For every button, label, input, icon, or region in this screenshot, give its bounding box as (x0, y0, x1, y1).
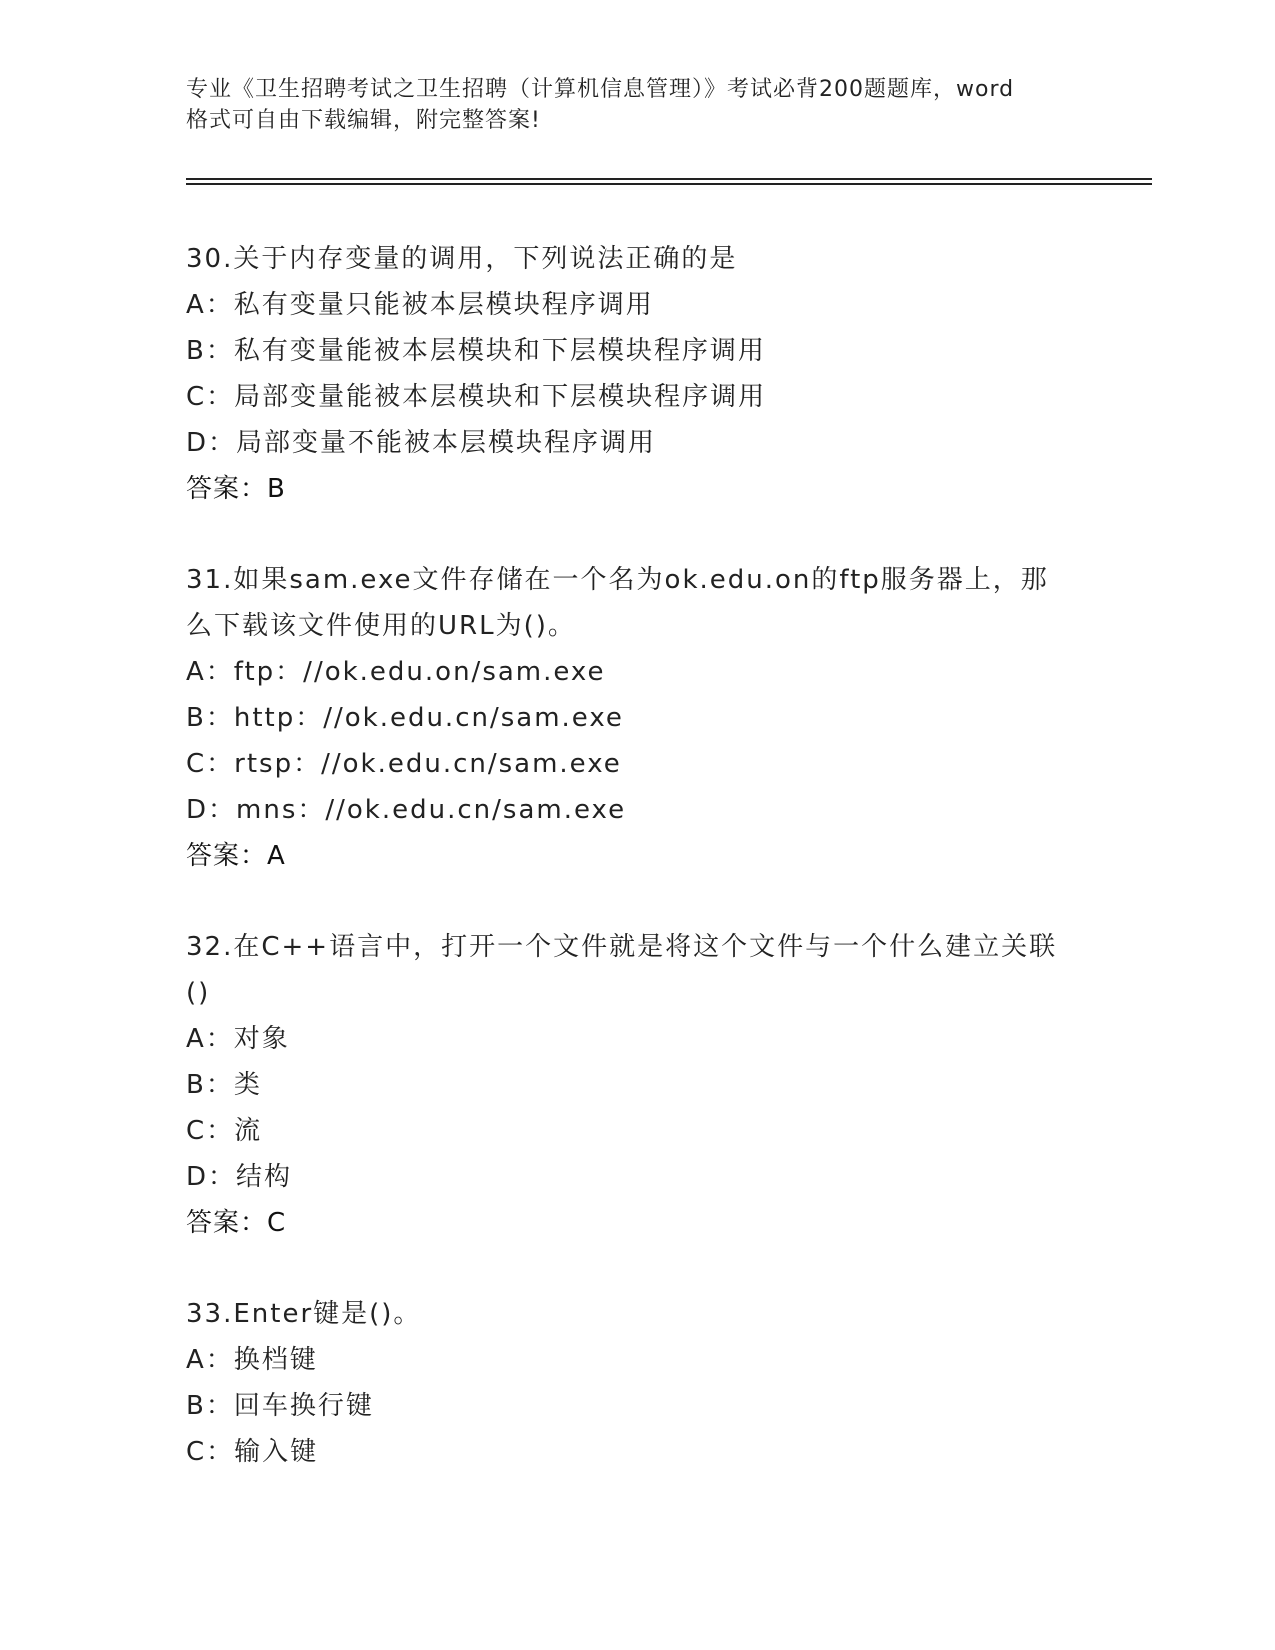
question-block (186, 1291, 1076, 1475)
answer-option: C：输入键 (186, 1437, 319, 1467)
correct-answer: 答案：C (186, 1208, 287, 1238)
answer-option: D：mns：//ok.edu.cn/sam.exe (186, 795, 627, 825)
answer-option: B：私有变量能被本层模块和下层模块程序调用 (186, 336, 766, 366)
question-stem: 么下载该文件使用的URL为()。 (186, 611, 576, 641)
answer-option: C：流 (186, 1116, 263, 1146)
correct-answer: 答案：B (186, 474, 286, 504)
document-header (186, 74, 1086, 136)
question-list (186, 236, 1076, 1520)
correct-answer: 答案：A (186, 841, 286, 871)
header-divider-top (186, 178, 1152, 180)
question-stem: 31.如果sam.exe文件存储在一个名为ok.edu.on的ftp服务器上，那 (186, 565, 1049, 595)
question-stem: 33.Enter键是()。 (186, 1299, 422, 1329)
answer-option: D：局部变量不能被本层模块程序调用 (186, 428, 657, 458)
question-stem: 32.在C++语言中，打开一个文件就是将这个文件与一个什么建立关联 (186, 932, 1058, 962)
answer-option: A：对象 (186, 1024, 290, 1054)
question-stem: () (186, 978, 211, 1008)
question-block (186, 236, 1076, 512)
header-divider-bottom (186, 183, 1152, 185)
answer-option: A：私有变量只能被本层模块程序调用 (186, 290, 654, 320)
answer-option: B：类 (186, 1070, 262, 1100)
answer-option: B：http：//ok.edu.cn/sam.exe (186, 703, 624, 733)
header-line-2: 格式可自由下载编辑，附完整答案! (186, 108, 541, 133)
question-stem: 30.关于内存变量的调用，下列说法正确的是 (186, 244, 738, 274)
answer-option: B：回车换行键 (186, 1391, 374, 1421)
answer-option: C：rtsp：//ok.edu.cn/sam.exe (186, 749, 622, 779)
answer-option: A：ftp：//ok.edu.on/sam.exe (186, 657, 606, 687)
answer-option: A：换档键 (186, 1345, 318, 1375)
header-line-1: 专业《卫生招聘考试之卫生招聘（计算机信息管理）》考试必背200题题库，word (186, 77, 1015, 102)
question-block (186, 924, 1076, 1246)
answer-option: D：结构 (186, 1162, 293, 1192)
answer-option: C：局部变量能被本层模块和下层模块程序调用 (186, 382, 767, 412)
question-block (186, 557, 1076, 879)
